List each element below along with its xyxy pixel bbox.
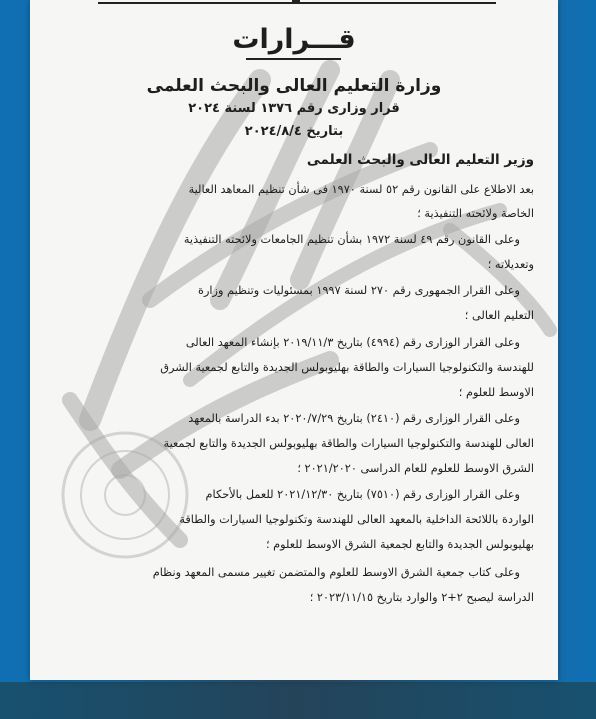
body-line: وعلى القانون رقم ٤٩ لسنة ١٩٧٢ بشأن تنظيم الجامعات ولائحته التنفيذية — [183, 233, 520, 246]
body-line: بعد الاطلاع على القانون رقم ٥٢ لسنة ١٩٧٠ فى شأن تنظيم المعاهد العالية — [188, 183, 534, 196]
body-line: للهندسة والتكنولوجيا السيارات والطاقة بهليوبولس الجديدة والتابع لجمعية الشرق — [160, 361, 534, 374]
decree-date: بتاريخ ٢٠٢٤/٨/٤ — [244, 124, 344, 139]
body-line: العالى للهندسة والتكنولوجيا السيارات والطاقة بهليوبولس الجديدة والتابع لجمعية — [163, 437, 534, 450]
body-line: التعليم العالى ؛ — [464, 309, 534, 322]
top-rule-tick — [292, 0, 300, 3]
body-line: وعلى القرار الوزارى رقم (٤٩٩٤) بتاريخ ٢٠١٩/١١/٣ بإنشاء المعهد العالى — [185, 336, 520, 349]
body-line: وعلى القرار الوزارى رقم (٧٥١٠) بتاريخ ٢٠٢١/١٢/٣٠ للعمل بالأحكام — [205, 488, 520, 501]
watermark-seal-ring — [63, 433, 187, 557]
decree-number: قرار وزارى رقم ١٣٧٦ لسنة ٢٠٢٤ — [188, 101, 400, 116]
minister-heading: وزير التعليم العالى والبحث العلمى — [306, 152, 534, 168]
watermark-seal-ring — [105, 475, 145, 515]
body-line: الواردة باللائحة الداخلية بالمعهد العالى للهندسة وتكنولوجيا السيارات والطاقة — [179, 513, 534, 526]
watermark-stroke — [150, 150, 430, 300]
page-title: قـــرارات — [232, 24, 356, 55]
watermark-stroke — [70, 400, 180, 540]
body-line: بهليوبولس الجديدة والتابع لجمعية الشرق الاوسط للعلوم ؛ — [266, 538, 534, 551]
ministry-name: وزارة التعليم العالى والبحث العلمى — [146, 76, 442, 96]
bottom-band — [0, 682, 596, 719]
body-line: الخاصة ولائحته التنفيذية ؛ — [417, 207, 534, 220]
body-line: وعلى القرار الوزارى رقم (٢٤١٠) بتاريخ ٢٠٢٠/٧/٢٩ بدء الدراسة بالمعهد — [188, 412, 520, 425]
body-line: الاوسط للعلوم ؛ — [458, 386, 534, 399]
watermark-seal-ring — [81, 451, 169, 539]
body-line: وتعديلاته ؛ — [487, 258, 534, 271]
body-line: الشرق الاوسط للعلوم للعام الدراسى ٢٠٢١/٢٠٢٠ ؛ — [297, 462, 534, 475]
body-line: وعلى القرار الجمهورى رقم ٢٧٠ لسنة ١٩٩٧ بمسئوليات وتنظيم وزارة — [198, 284, 520, 297]
title-underline — [246, 58, 341, 60]
body-line: الدراسة ليصبح ٢+٢ والوارد بتاريخ ٢٠٢٣/١١/١٥ ؛ — [309, 591, 534, 604]
document-page — [30, 0, 558, 680]
body-line: وعلى كتاب جمعية الشرق الاوسط للعلوم والمتضمن تغيير مسمى المعهد ونظام — [152, 566, 520, 579]
